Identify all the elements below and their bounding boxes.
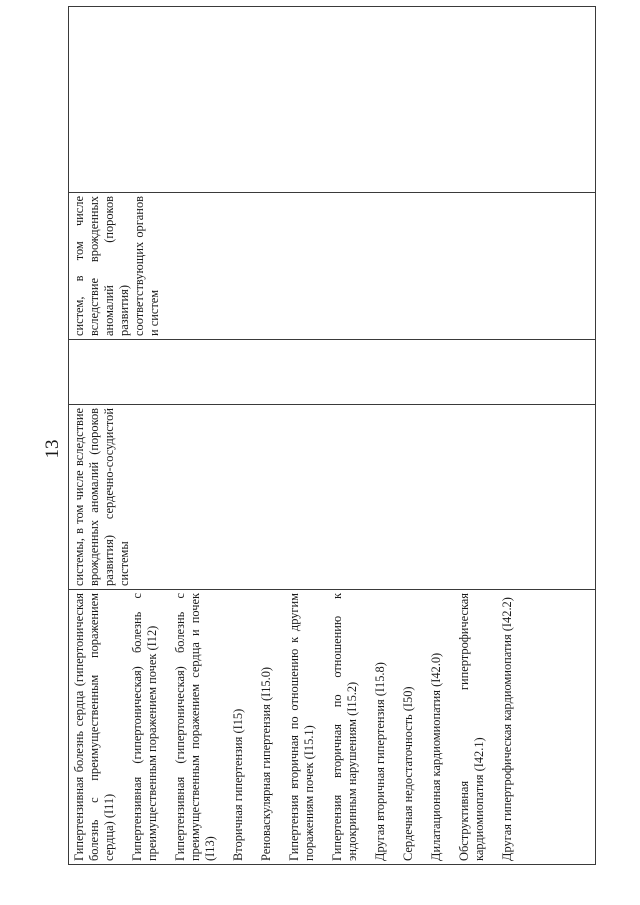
disease-item: Сердечная недостаточность (I50) <box>401 686 415 861</box>
organ-anomalies-text: систем, в том числе вследствие врожденных аномалий (пороков развития) соответствующих органов и систем <box>72 196 161 336</box>
disease-item: Обструктивная гипертрофическая кардиомиопатия (I42.1) <box>457 593 486 861</box>
organ-anomalies-cell <box>69 193 596 340</box>
table-row <box>69 7 596 865</box>
criteria-table <box>68 6 596 865</box>
disease-item: Реноваскулярная гипертензия (I15.0) <box>259 666 273 861</box>
disease-item: Вторичная гипертензия (I15) <box>231 708 245 861</box>
disease-item: Гипертензивная болезнь сердца (гипертоническая болезнь с преимущественным поражением сердца) (I11) <box>72 593 116 861</box>
page-number: 13 <box>42 439 63 459</box>
disease-item: Дилатационная кардиомиопатия (I42.0) <box>429 652 443 861</box>
anomalies-cell <box>69 405 596 590</box>
anomalies-text: системы, в том числе вследствие врожденных аномалий (пороков развития) сердечно-сосудистой системы <box>72 408 131 586</box>
disease-item: Гипертензивная (гипертоническая) болезнь с преимущественным поражением почек (I12) <box>130 593 159 861</box>
rotated-page <box>68 42 596 865</box>
document-sheet <box>68 42 596 865</box>
disease-item: Гипертензивная (гипертоническая) болезнь с преимущественным поражением сердца и почек (I13) <box>173 593 217 861</box>
disease-item: Другая вторичная гипертензия (I15.8) <box>373 662 387 861</box>
empty-cell <box>69 340 596 405</box>
empty-cell <box>69 7 596 193</box>
disease-item: Другая гипертрофическая кардиомиопатия (I42.2) <box>500 597 514 861</box>
disease-item: Гипертензия вторичная по отношению к другим поражениям почек (I15.1) <box>287 593 316 861</box>
disease-item: Гипертензия вторичная по отношению к эндокринным нарушениям (I15.2) <box>330 593 359 861</box>
disease-list-cell <box>69 590 596 865</box>
